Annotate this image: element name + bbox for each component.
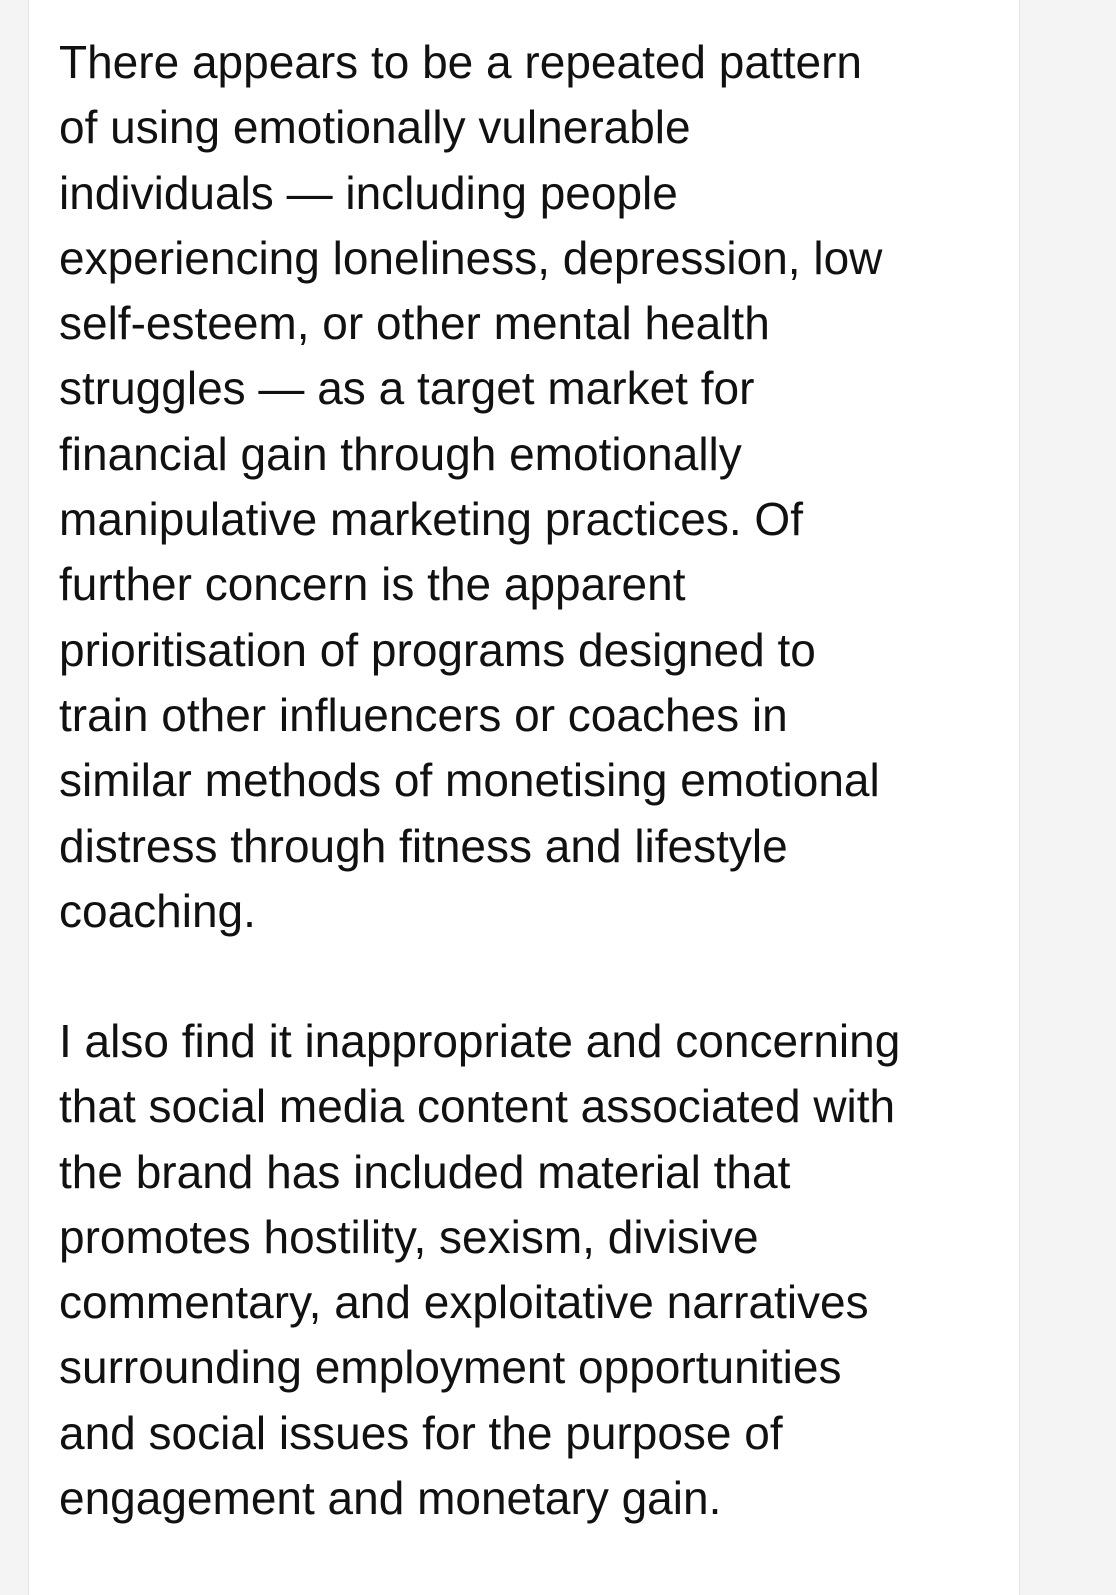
paragraph-2: I also find it inappropriate and concerning that social media content associated with the brand has included material that promotes hostility, sexism, divisive commentary, and exploitative narratives surrounding employment opportunities and social issues for the purpose of engagement and monetary gain. [59,1015,901,1525]
paragraph-1: There appears to be a repeated pattern of using emotionally vulnerable individuals — including people experiencing loneliness, depression, low self-esteem, or other mental health struggles — as a target market for financial gain through emotionally manipulative marketing practices. Of further concern is the apparent prioritisation of programs designed to train other influencers or coaches in similar methods of monetising emotional distress through fitness and lifestyle coaching. [59,36,883,937]
document-card [28,0,1020,1595]
